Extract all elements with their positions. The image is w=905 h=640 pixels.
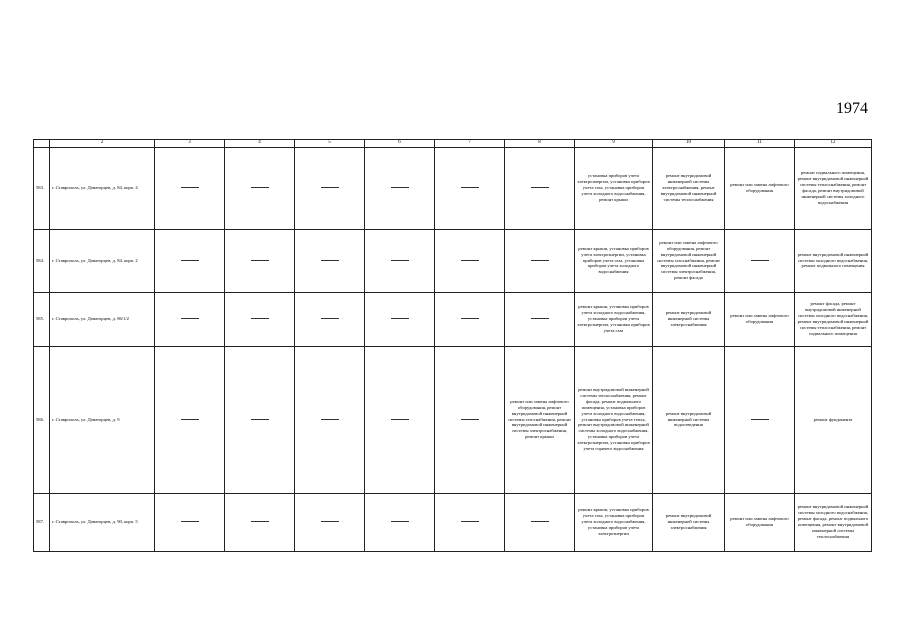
column-header: 2	[50, 140, 155, 148]
empty-cell	[505, 229, 575, 292]
empty-cell	[725, 346, 795, 493]
empty-cell	[225, 346, 295, 493]
table-row	[34, 346, 872, 493]
dash-mark	[181, 187, 199, 188]
empty-cell	[295, 229, 365, 292]
works-col9: ремонт крыши, установка приборов учета газа, установка приборов учета холодного водоснабжения, установка приборов учета электроэнергии	[575, 493, 653, 551]
dash-mark	[461, 187, 479, 188]
dash-mark	[251, 521, 269, 522]
empty-cell	[225, 229, 295, 292]
works-col11: ремонт или замена лифтового оборудования	[725, 292, 795, 346]
empty-cell	[225, 493, 295, 551]
dash-mark	[461, 419, 479, 420]
works-col11: ремонт или замена лифтового оборудования	[725, 493, 795, 551]
column-header: 9	[575, 140, 653, 148]
dash-mark	[251, 318, 269, 319]
dash-mark	[531, 187, 549, 188]
dash-mark	[321, 419, 339, 420]
works-col9: ремонт внутридомовой инженерной системы теплоснабжения, ремонт фасада, ремонт подвального помещения, установка приборов учета холодного водоснабжения, установка приборов учета тепла, ремонт внутридомовой инженерной системы холодного водоснабжения, установка приборов учета электроэнергии, установка приборов учета горячего водоснабжения	[575, 346, 653, 493]
empty-cell	[505, 147, 575, 229]
dash-mark	[391, 260, 409, 261]
dash-mark	[181, 419, 199, 420]
column-header	[34, 140, 50, 148]
empty-cell	[505, 292, 575, 346]
table-row	[34, 493, 872, 551]
works-col12: ремонт фасада, ремонт внутридомовой инженерной системы холодного водоснабжения, ремонт внутридомовой инженерной системы теплоснабжения, ремонт подвального помещения	[795, 292, 872, 346]
row-number: 587.	[34, 493, 50, 551]
row-address: г. Ставрополь, ул. Доваторцев, д. 84, корп. 4	[50, 147, 155, 229]
column-header: 6	[365, 140, 435, 148]
empty-cell	[435, 346, 505, 493]
empty-cell	[365, 292, 435, 346]
column-header: 5	[295, 140, 365, 148]
works-table	[33, 139, 872, 552]
dash-mark	[391, 318, 409, 319]
works-col10: ремонт внутридомовой инженерной системы электроснабжения	[653, 292, 725, 346]
works-col10: ремонт внутридомовой инженерной системы электроснабжения, ремонт внутридомовой инженерной системы теплоснабжения	[653, 147, 725, 229]
row-number: 583.	[34, 147, 50, 229]
works-col10: ремонт внутридомовой инженерной системы электроснабжения	[653, 493, 725, 551]
works-col12: ремонт внутридомовой инженерной системы холодного водоснабжения, ремонт фасада, ремонт подвального помещения, ремонт внутридомовой инженерной системы теплоснабжения	[795, 493, 872, 551]
column-header: 11	[725, 140, 795, 148]
dash-mark	[181, 521, 199, 522]
row-address: г. Ставрополь, ул. Доваторцев, д. 9	[50, 346, 155, 493]
dash-mark	[461, 318, 479, 319]
dash-mark	[251, 260, 269, 261]
works-col12: ремонт фундамента	[795, 346, 872, 493]
dash-mark	[321, 187, 339, 188]
empty-cell	[435, 147, 505, 229]
row-address: г. Ставрополь, ул. Доваторцев, д. 84, корп. 2	[50, 229, 155, 292]
empty-cell	[295, 147, 365, 229]
empty-cell	[435, 229, 505, 292]
empty-cell	[225, 292, 295, 346]
empty-cell	[725, 229, 795, 292]
dash-mark	[181, 260, 199, 261]
dash-mark	[751, 260, 769, 261]
empty-cell	[155, 346, 225, 493]
dash-mark	[531, 521, 549, 522]
dash-mark	[391, 187, 409, 188]
empty-cell	[155, 229, 225, 292]
column-header: 10	[653, 140, 725, 148]
works-col10: ремонт или замена лифтового оборудования, ремонт внутридомовой инженерной системы газоснабжения, ремонт внутридомовой инженерной системы электроснабжения, ремонт фасада	[653, 229, 725, 292]
dash-mark	[461, 521, 479, 522]
works-col8: ремонт или замена лифтового оборудования, ремонт внутридомовой инженерной системы газоснабжения, ремонт внутридомовой инженерной системы электроснабжения, ремонт крыши	[505, 346, 575, 493]
empty-cell	[365, 493, 435, 551]
dash-mark	[251, 419, 269, 420]
row-address: г. Ставрополь, ул. Доваторцев, д. 90, корп. 5	[50, 493, 155, 551]
table-row	[34, 147, 872, 229]
works-col12: ремонт подвального помещения, ремонт внутридомовой инженерной системы теплоснабжения, ремонт фасада, ремонт внутридомовой инженерной системы холодного водоснабжения	[795, 147, 872, 229]
dash-mark	[251, 187, 269, 188]
dash-mark	[751, 419, 769, 420]
works-col9: установка приборов учета электроэнергии, установка приборов учета газа, установка приборов учета холодного водоснабжения, ремонт крыши	[575, 147, 653, 229]
empty-cell	[435, 292, 505, 346]
works-col10: ремонт внутридомовой инженерной системы водоотведения	[653, 346, 725, 493]
works-col11: ремонт или замена лифтового оборудования	[725, 147, 795, 229]
dash-mark	[181, 318, 199, 319]
empty-cell	[365, 147, 435, 229]
empty-cell	[155, 147, 225, 229]
empty-cell	[155, 292, 225, 346]
page-number: 1974	[836, 100, 868, 117]
column-header-row	[34, 140, 872, 148]
column-header: 4	[225, 140, 295, 148]
row-number: 586.	[34, 346, 50, 493]
works-col12: ремонт внутридомовой инженерной системы холодного водоснабжения, ремонт подвального помещения	[795, 229, 872, 292]
column-header: 3	[155, 140, 225, 148]
works-col9: ремонт крыши, установка приборов учета холодного водоснабжения, установка приборов учета электроэнергии, установка приборов учета газа	[575, 292, 653, 346]
empty-cell	[155, 493, 225, 551]
dash-mark	[391, 521, 409, 522]
empty-cell	[295, 493, 365, 551]
dash-mark	[321, 318, 339, 319]
column-header: 12	[795, 140, 872, 148]
column-header: 7	[435, 140, 505, 148]
empty-cell	[435, 493, 505, 551]
dash-mark	[391, 419, 409, 420]
empty-cell	[295, 346, 365, 493]
row-number: 585.	[34, 292, 50, 346]
dash-mark	[461, 260, 479, 261]
empty-cell	[365, 346, 435, 493]
dash-mark	[531, 318, 549, 319]
table-row	[34, 292, 872, 346]
works-col9: ремонт крыши, установка приборов учета электроэнергии, установка приборов учета газа, установка приборов учета холодного водоснабжения	[575, 229, 653, 292]
dash-mark	[321, 521, 339, 522]
row-address: г. Ставрополь, ул. Доваторцев, д. 86/1/2	[50, 292, 155, 346]
empty-cell	[225, 147, 295, 229]
table-row	[34, 229, 872, 292]
dash-mark	[531, 260, 549, 261]
empty-cell	[295, 292, 365, 346]
empty-cell	[365, 229, 435, 292]
column-header: 8	[505, 140, 575, 148]
dash-mark	[321, 260, 339, 261]
row-number: 584.	[34, 229, 50, 292]
empty-cell	[505, 493, 575, 551]
